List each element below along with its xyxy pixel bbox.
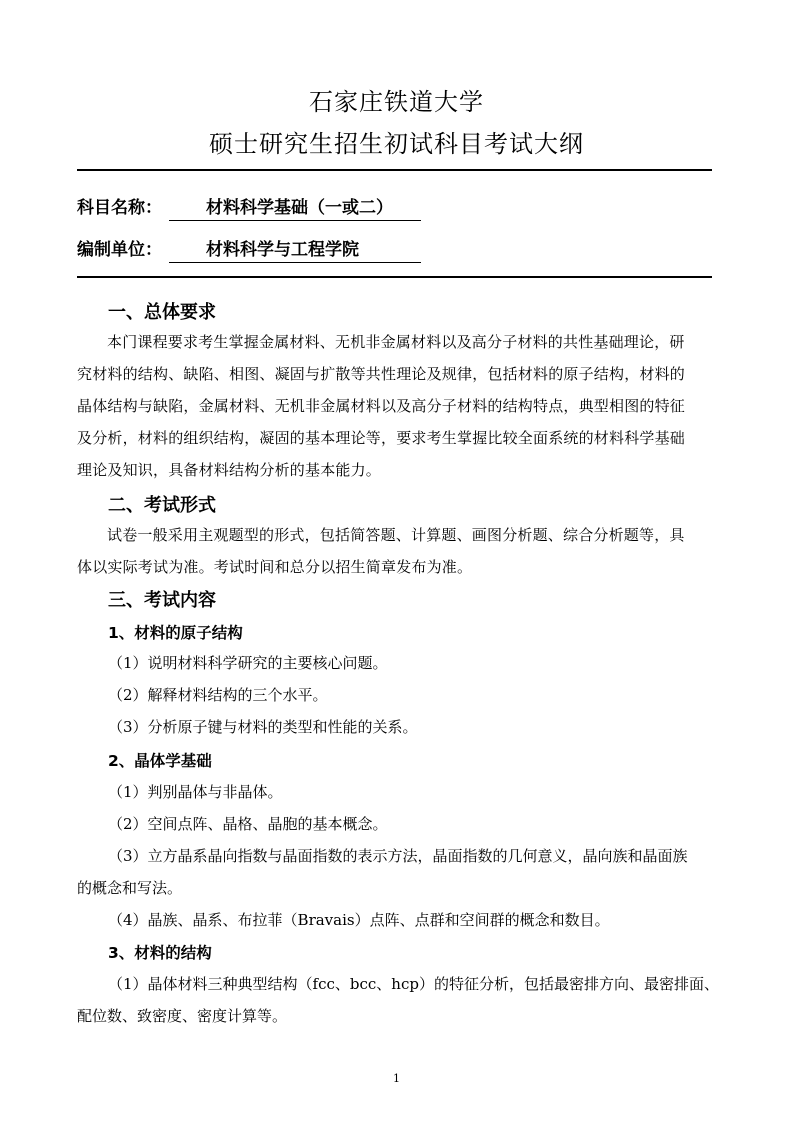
section1-paragraph bbox=[77, 326, 717, 486]
list-item-continuation: 配位数、致密度、密度计算等。 bbox=[77, 1007, 288, 1025]
paragraph-line: 究材料的结构、缺陷、相图、凝固与扩散等共性理论及规律，包括材料的原子结构，材料的 bbox=[77, 365, 686, 383]
subsection1-heading: 1、材料的原子结构 bbox=[108, 624, 243, 642]
list-item: （1）判别晶体与非晶体。 bbox=[108, 783, 283, 801]
list-item: （1）说明材料科学研究的主要核心问题。 bbox=[108, 654, 388, 672]
unit-value: 材料科学与工程学院 bbox=[169, 235, 421, 263]
paragraph-line: 试卷一般采用主观题型的形式，包括简答题、计算题、画图分析题、综合分析题等，具 bbox=[107, 526, 685, 544]
fields-divider bbox=[77, 276, 712, 278]
page-number: 1 bbox=[393, 1072, 400, 1085]
subsection3-heading: 3、材料的结构 bbox=[108, 944, 212, 962]
unit-label: 编制单位： bbox=[77, 240, 162, 260]
section3-heading: 三、考试内容 bbox=[108, 590, 216, 611]
document-title: 硕士研究生招生初试科目考试大纲 bbox=[209, 130, 584, 158]
list-item-continuation: 的概念和写法。 bbox=[77, 879, 183, 897]
list-item: （4）晶族、晶系、布拉菲（Bravais）点阵、点群和空间群的概念和数目。 bbox=[108, 911, 610, 929]
university-name: 石家庄铁道大学 bbox=[309, 88, 484, 116]
section2-paragraph bbox=[77, 519, 717, 583]
section1-heading: 一、总体要求 bbox=[108, 302, 216, 323]
list-item: （3）分析原子键与材料的类型和性能的关系。 bbox=[108, 718, 418, 736]
paragraph-line: 体以实际考试为准。考试时间和总分以招生简章发布为准。 bbox=[77, 558, 473, 576]
subsection2-heading: 2、晶体学基础 bbox=[108, 752, 212, 770]
paragraph-line: 理论及知识，具备材料结构分析的基本能力。 bbox=[77, 461, 382, 479]
paragraph-line: 及分析，材料的组织结构，凝固的基本理论等，要求考生掌握比较全面系统的材料科学基础 bbox=[77, 429, 686, 447]
paragraph-line: 晶体结构与缺陷，金属材料、无机非金属材料以及高分子材料的结构特点，典型相图的特征 bbox=[77, 397, 686, 415]
list-item: （1）晶体材料三种典型结构（fcc、bcc、hcp）的特征分析，包括最密排方向、最密排面、 bbox=[108, 975, 719, 993]
list-item: （3）立方晶系晶向指数与晶面指数的表示方法，晶面指数的几何意义，晶向族和晶面族 bbox=[108, 847, 688, 865]
subject-label: 科目名称： bbox=[77, 198, 162, 218]
section2-heading: 二、考试形式 bbox=[108, 495, 216, 516]
top-divider bbox=[77, 169, 712, 171]
list-item: （2）空间点阵、晶格、晶胞的基本概念。 bbox=[108, 815, 388, 833]
subject-value: 材料科学基础（一或二） bbox=[169, 193, 421, 221]
list-item: （2）解释材料结构的三个水平。 bbox=[108, 686, 328, 704]
paragraph-line: 本门课程要求考生掌握金属材料、无机非金属材料以及高分子材料的共性基础理论，研 bbox=[107, 333, 685, 351]
